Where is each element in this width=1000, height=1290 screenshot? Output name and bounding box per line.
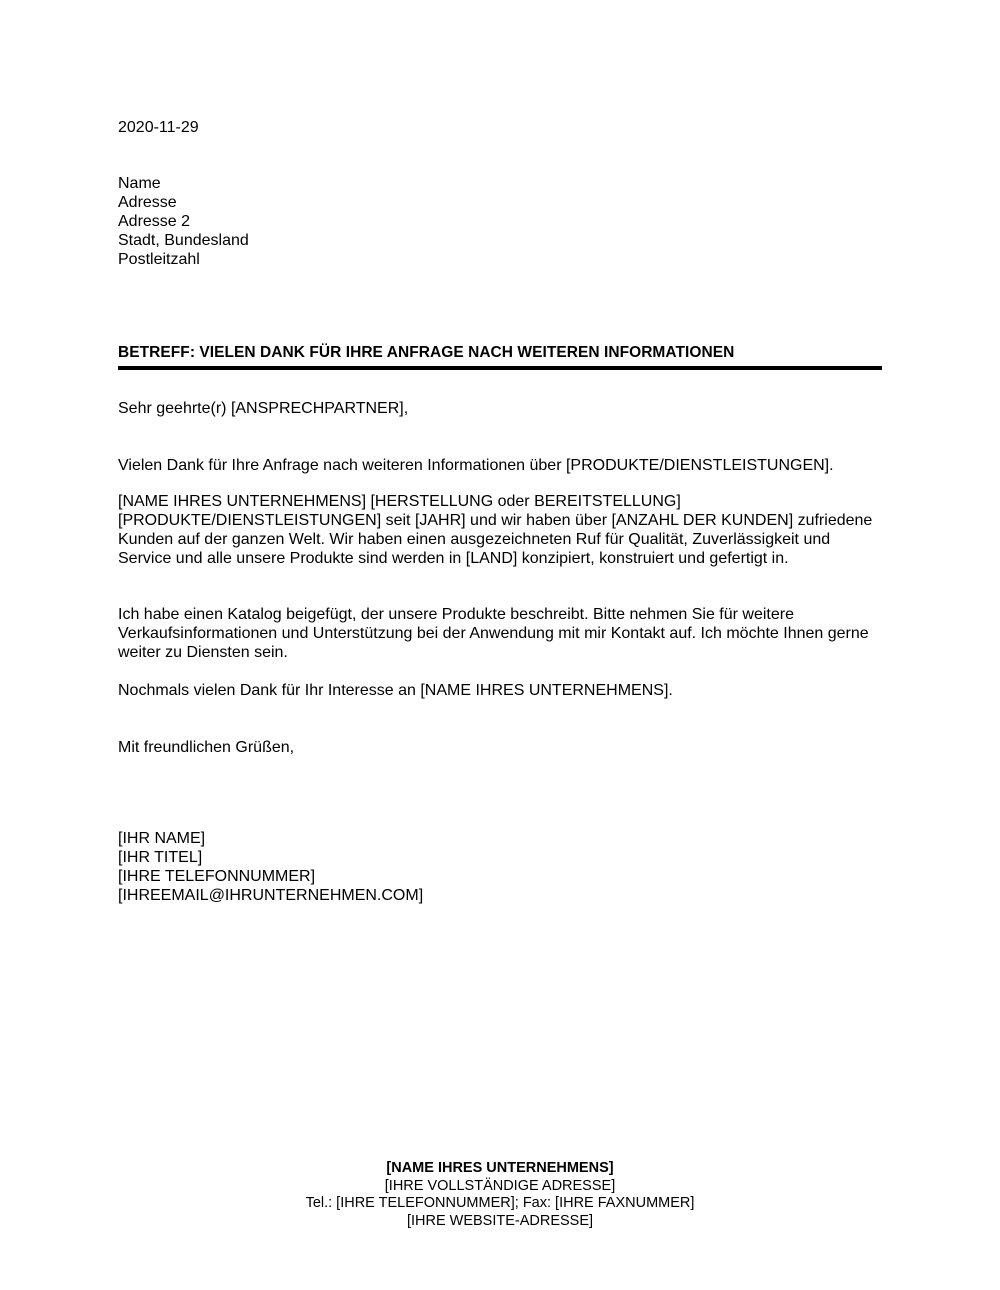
signature-title: [IHR TITEL] bbox=[118, 849, 203, 866]
letterhead-footer bbox=[0, 1160, 1000, 1230]
signature-phone: [IHRE TELEFONNUMMER] bbox=[118, 868, 316, 885]
body-paragraph-1: Vielen Dank für Ihre Anfrage nach weiteren Informationen über [PRODUKTE/DIENSTLEISTUNGEN]. bbox=[118, 457, 834, 474]
signature-block bbox=[118, 829, 423, 905]
recipient-name: Name bbox=[118, 175, 161, 192]
footer-contact: Tel.: [IHRE TELEFONNUMMER]; Fax: [IHRE FAXNUMMER] bbox=[305, 1195, 695, 1211]
salutation: Sehr geehrte(r) [ANSPRECHPARTNER], bbox=[118, 400, 409, 417]
recipient-address-block bbox=[118, 174, 249, 269]
footer-company-name: [NAME IHRES UNTERNEHMENS] bbox=[386, 1160, 614, 1176]
recipient-city-state: Stadt, Bundesland bbox=[118, 232, 249, 249]
recipient-address-line-2: Adresse 2 bbox=[118, 213, 191, 230]
letter-date: 2020-11-29 bbox=[118, 119, 199, 136]
footer-address: [IHRE VOLLSTÄNDIGE ADRESSE] bbox=[384, 1177, 616, 1194]
subject-line: BETREFF: VIELEN DANK FÜR IHRE ANFRAGE NACH WEITEREN INFORMATIONEN bbox=[118, 344, 735, 361]
body-paragraph-4: Nochmals vielen Dank für Ihr Interesse an [NAME IHRES UNTERNEHMENS]. bbox=[118, 682, 673, 699]
signature-email: [IHREEMAIL@IHRUNTERNEHMEN.COM] bbox=[118, 887, 424, 904]
recipient-postal-code: Postleitzahl bbox=[118, 251, 200, 268]
recipient-address-line-1: Adresse bbox=[118, 194, 177, 211]
footer-website: [IHRE WEBSITE-ADRESSE] bbox=[406, 1212, 594, 1229]
body-paragraph-3: Ich habe einen Katalog beigefügt, der unsere Produkte beschreibt. Bitte nehmen Sie für weitere Verkaufsinformationen und Unterstützung bei der Anwendung mit mir Kontakt auf. Ich möchte Ihnen gerne weiter zu Diensten sein. bbox=[118, 606, 869, 661]
signature-name: [IHR NAME] bbox=[118, 830, 206, 847]
closing: Mit freundlichen Grüßen, bbox=[118, 739, 295, 756]
body-paragraph-2: [NAME IHRES UNTERNEHMENS] [HERSTELLUNG oder BEREITSTELLUNG] [PRODUKTE/DIENSTLEISTUNGEN] seit [JAHR] und wir haben über [ANZAHL DER KUNDEN] zufriedene Kunden auf der ganzen Welt. Wir haben einen ausgezeichneten Ruf für Qualität, Zuverlässigkeit und Service und alle unsere Produkte sind werden in [LAND] konzipiert, konstruiert und gefertigt in. bbox=[118, 493, 873, 567]
subject-divider bbox=[118, 366, 882, 370]
